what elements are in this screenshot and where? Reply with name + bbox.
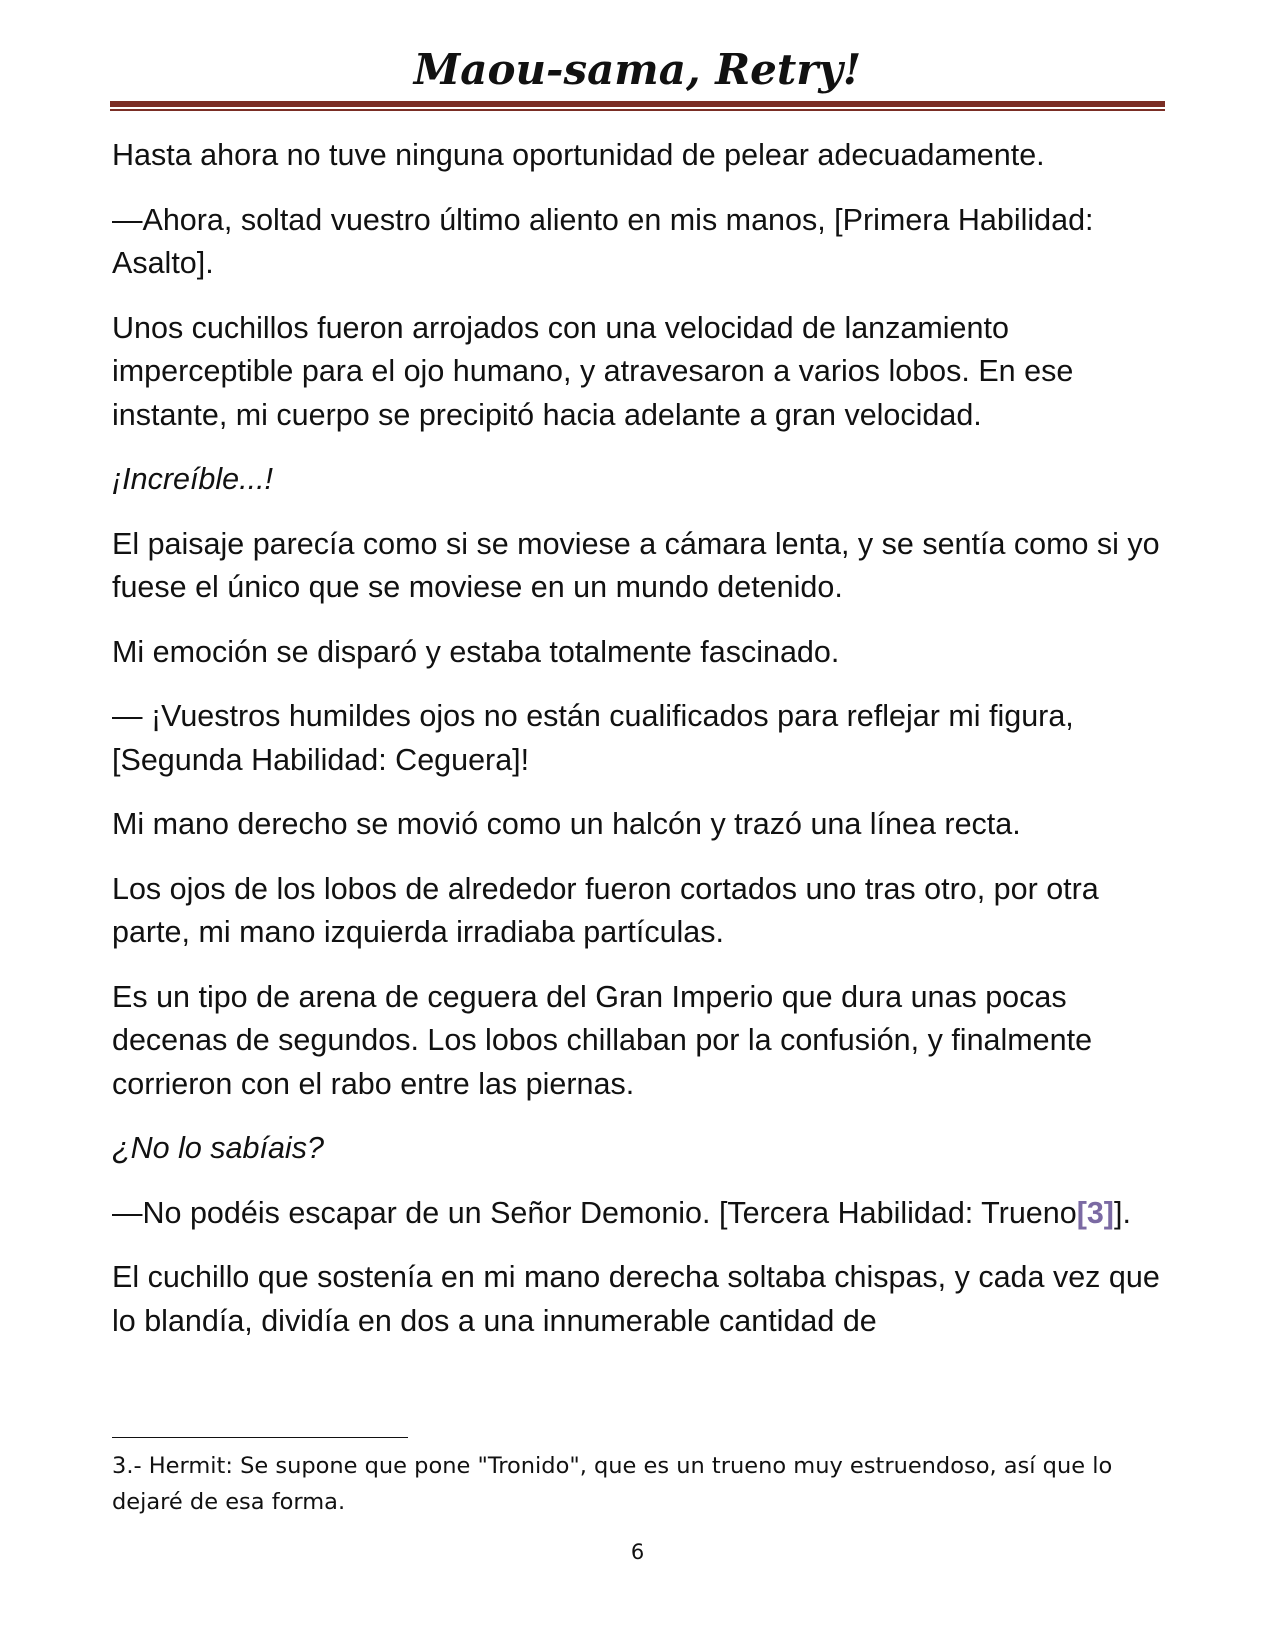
- paragraph-text: —No podéis escapar de un Señor Demonio. [Tercera Habilidad: Trueno: [112, 1195, 1077, 1230]
- paragraph: Mi mano derecho se movió como un halcón y trazó una línea recta.: [112, 807, 1021, 841]
- paragraph: El paisaje parecía como si se moviese a cámara lenta, y se sentía como si yo fuese el único que se moviese en un mundo detenido.: [112, 526, 1160, 604]
- paragraph: Unos cuchillos fueron arrojados con una velocidad de lanzamiento imperceptible para el ojo humano, y atravesaron a varios lobos. En ese instante, mi cuerpo se precipitó hacia adelante a gran velocidad.: [112, 310, 1074, 432]
- footnote-separator: [112, 1437, 408, 1438]
- paragraph: Mi emoción se disparó y estaba totalmente fascinado.: [112, 634, 840, 669]
- paragraph: Hasta ahora no tuve ninguna oportunidad de pelear adecuadamente.: [112, 138, 1045, 172]
- paragraph: El cuchillo que sostenía en mi mano derecha soltaba chispas, y cada vez que lo blandía, dividía en dos a una innumerable cantidad de: [112, 1260, 1160, 1338]
- page-header-title: Maou-sama, Retry!: [413, 45, 862, 94]
- paragraph: Es un tipo de arena de ceguera del Gran Imperio que dura unas pocas decenas de segundos. Los lobos chillaban por la confusión, y finalmente corrieron con el rabo entre las piernas.: [112, 979, 1093, 1101]
- header-rule-thin: [110, 109, 1165, 111]
- footnote-reference-link[interactable]: [3]: [1076, 1195, 1114, 1230]
- paragraph: Los ojos de los lobos de alrededor fueron cortados uno tras otro, por otra parte, mi mano izquierda irradiaba partículas.: [112, 871, 1099, 949]
- footnote: 3.- Hermit: Se supone que pone "Tronido", que es un trueno muy estruendoso, así que lo dejaré de esa forma.: [112, 1453, 1113, 1515]
- body-text: [112, 134, 1172, 1364]
- paragraph-italic: ¡Increíble...!: [112, 462, 274, 496]
- paragraph-text: ].: [1113, 1195, 1131, 1230]
- paragraph: — ¡Vuestros humildes ojos no están cualificados para reflejar mi figura, [Segunda Habilidad: Ceguera]!: [112, 699, 1074, 777]
- paragraph: —Ahora, soltad vuestro último aliento en mis manos, [Primera Habilidad: Asalto].: [112, 202, 1094, 280]
- paragraph-italic: ¿No lo sabíais?: [112, 1131, 324, 1165]
- header-rule-thick: [110, 101, 1165, 107]
- paragraph-with-footnote: [112, 1192, 1172, 1236]
- page-number: 6: [630, 1540, 645, 1564]
